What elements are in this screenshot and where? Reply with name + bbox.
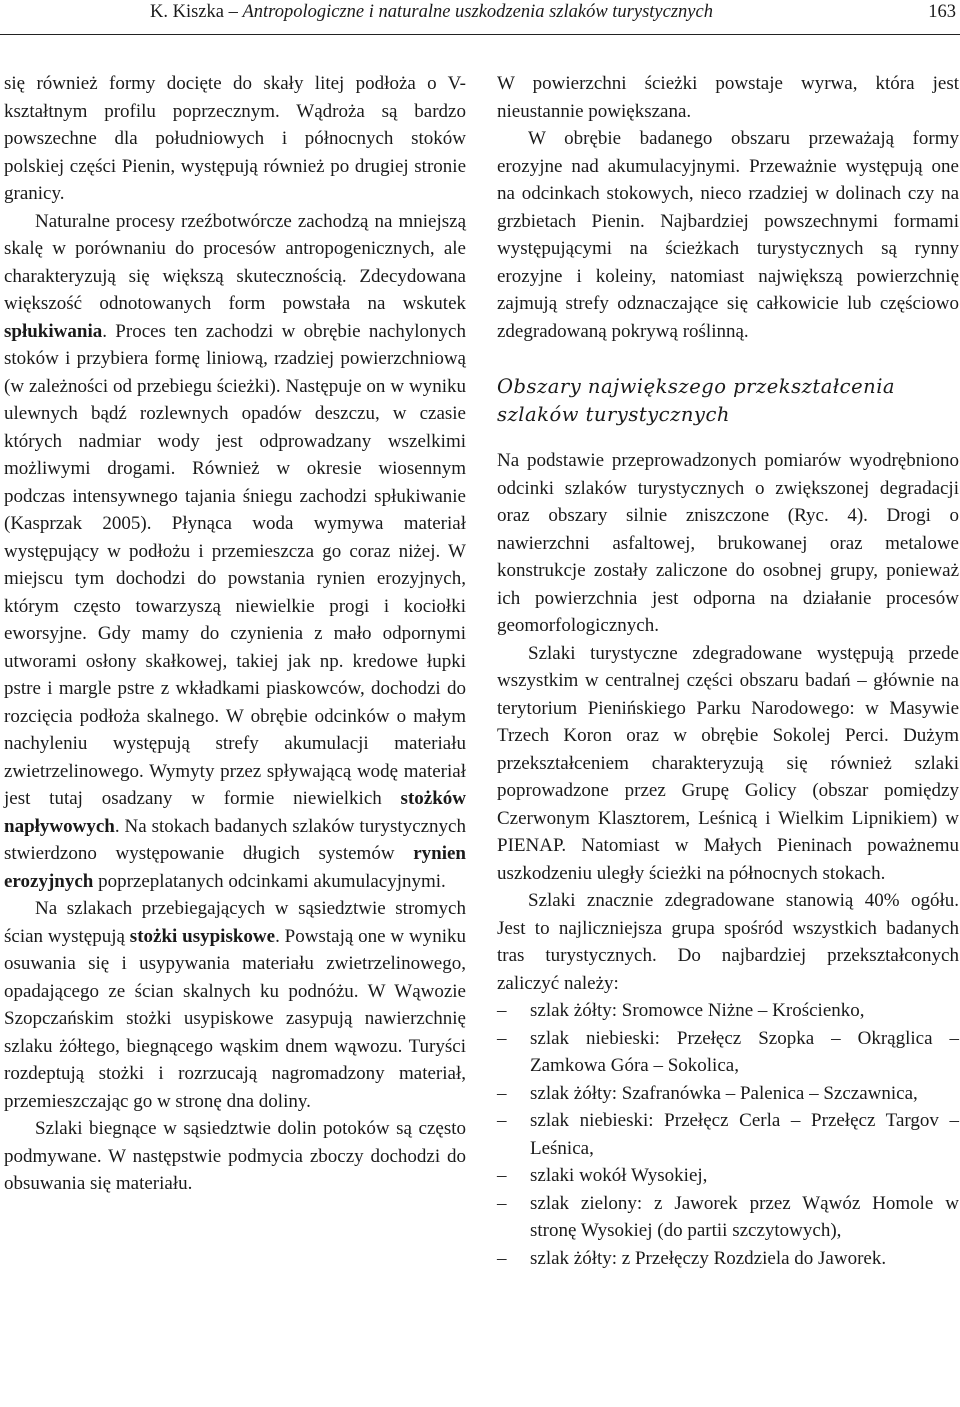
list-item [497, 1107, 959, 1162]
list-dash-marker: – [497, 1192, 507, 1214]
list-item [497, 1245, 959, 1273]
paragraph: Szlaki biegnące w sąsiedztwie dolin potoków są często podmywane. W następstwie podmycia zboczy dochodzi do obsuwania się materiału. [4, 1118, 466, 1194]
list-item [497, 1080, 959, 1108]
list-dash-marker: – [497, 1027, 507, 1049]
list-item-text: szlak niebieski: Przełęcz Cerla – Przełęcz Targov – Leśnica, [530, 1110, 959, 1159]
list-item-text: szlak żółty: Szafranówka – Palenica – Szczawnica, [530, 1082, 918, 1104]
paragraph-stozki-usypiskowe: Na szlakach przebiegających w sąsiedztwie stromych ścian występują stożki usypiskowe. Powstają one w wyniku osuwania się i usypywania materiału zwietrzelinowego, opadającego ze ścian skalnych ku podnóżu. W Wąwozie Szopczańskim stożki usypiskowe zasypują nawierzchnię szlaku żółtego, biegnącego wąskim dnem wąwozu. Turyści rozdeptują stożki i rozrzucają nagromadzony materiał, przemieszczając go w stronę dna doliny. [4, 898, 467, 1112]
header-author: K. Kiszka – [150, 2, 243, 22]
list-item [497, 1025, 959, 1080]
list-item-text: szlak zielony: z Jaworek przez Wąwóz Homole w stronę Wysokiej (do partii szczytowych), [530, 1192, 959, 1241]
list-item-text: szlak żółty: z Przełęczy Rozdziela do Jaworek. [530, 1247, 887, 1269]
paragraph-natural-processes: Naturalne procesy rzeźbotwórcze zachodzą na mniejszą skalę w porównaniu do procesów antropogenicznych, ale charakteryzują się większą skutecznością. Zdecydowana większość odnotowanych form powstała na wskutek spłukiwania. Proces ten zachodzi w obrębie nachylonych stoków i przybiera formę liniową, rzadziej powierzchniową (w zależności od przebiegu ścieżki). Następuje on w wyniku ulewnych bądź rozlewnych opadów deszczu, w czasie których nadmiar wody jest odprowadzany wszelkimi możliwymi drogami. Również w okresie wiosennym podczas intensywnego tajania śniegu zachodzi spłukiwanie (Kasprzak 2005). Płynąca woda wymywa materiał występujący w podłożu i przemieszcza go coraz niżej. W miejscu tym dochodzi do powstania rynien erozyjnych, którym często towarzyszą niewielkie progi i kociołki eworsyjne. Gdy mamy do czynienia z mało odpornymi utworami osłony skałkowej, takiej jak np. kredowe łupki pstre i margle pstre z wkładkami piaskowców, dochodzi do rozcięcia podłoża skalnego. W obrębie odcinków o małym nachyleniu występują strefy akumulacji materiału zwietrzelinowego. Wymyty przez spływającą wodę materiał jest tutaj osadzany w formie niewielkich stożków napływowych. Na stokach badanych szlaków turystycznych stwierdzono występowanie długich systemów rynien erozyjnych poprzeplatanych odcinkami akumulacyjnymi. [4, 210, 466, 892]
term-stozki-naplywowe: stożków napływowych [4, 788, 466, 837]
paragraph: W obrębie badanego obszaru przeważają formy erozyjne nad akumulacyjnymi. Przeważnie występują one na odcinkach stokowych, nieco rzadziej w dolinach czy na grzbietach Pienin. Najbardziej powszechnymi formami występującymi na ścieżkach turystycznych są rynny erozyjne i koleiny, natomiast największą powierzchnię zajmują strefy odznaczające się całkowicie lub częściowo zdegradowaną pokrywą roślinną. [497, 128, 959, 342]
paragraph: W powierzchni ścieżki powstaje wyrwa, która jest nieustannie powiększana. [497, 73, 959, 122]
list-item [497, 997, 959, 1025]
list-dash-marker: – [497, 1110, 507, 1131]
list-item [497, 1162, 959, 1190]
section-heading: Obszary największego przekształcenia szlaków turystycznych [497, 375, 896, 426]
paragraph: się również formy docięte do skały litej podłoża o V-kształtnym profilu poprzecznym. Wądroża są bardzo powszechne dla południowych i północnych stoków polskiej części Pienin, występują również po drugiej stronie granicy. [4, 73, 466, 204]
running-header [0, 0, 960, 35]
left-column [4, 70, 466, 1198]
term-stozki-usypiskowe: stożki usypiskowe [129, 925, 276, 947]
page-number: 163 [928, 2, 956, 22]
paragraph: Na podstawie przeprowadzonych pomiarów wyodrębniono odcinki szlaków turystycznych o zwiększonej degradacji oraz obszary silnie zniszczone (Ryc. 4). Drogi o nawierzchni asfaltowej, brukowanej oraz metalowe konstrukcje zostały zaliczone do osobnej grupy, ponieważ ich powierzchnia jest odporna na działanie procesów geomorfologicznych. [497, 450, 959, 636]
list-dash-marker: – [497, 1165, 507, 1186]
term-rynny-erozyjne: rynien erozyjnych [4, 843, 466, 892]
list-item [497, 1190, 959, 1245]
list-dash-marker: – [497, 1082, 507, 1104]
list-dash-marker: – [497, 1000, 507, 1021]
running-title [150, 2, 713, 23]
paragraph: Szlaki znacznie zdegradowane stanowią 40% ogółu. Jest to najliczniejsza grupa spośród wszystkich badanych tras turystycznych. Do najbardziej przekształconych zaliczyć należy: [497, 890, 959, 994]
list-item-text: szlaki wokół Wysokiej, [530, 1165, 708, 1186]
list-dash-marker: – [497, 1247, 507, 1269]
list-item-text: szlak niebieski: Przełęcz Szopka – Okrąglica – Zamkowa Góra – Sokolica, [530, 1027, 959, 1076]
trail-list [497, 997, 959, 1272]
paragraph: Szlaki turystyczne zdegradowane występują przede wszystkim w centralnej części obszaru badań – głównie na terytorium Pienińskiego Parku Narodowego: w Masywie Trzech Koron oraz w obrębie Sokolej Perci. Dużym przekształceniem charakteryzują się również szlaki poprowadzone przez Grupę Golicy (obszar pomiędzy Czerwonym Klasztorem, Leśnicą i Wielkim Lipnikiem) w PIENAP. Natomiast w Małych Pieninach poważnemu uszkodzeniu uległy ścieżki na północnych stokach. [497, 642, 959, 884]
list-item-text: szlak żółty: Sromowce Niżne – Krościenko, [530, 1000, 865, 1021]
term-splukiwania: spłukiwania [4, 320, 103, 342]
right-column [497, 70, 959, 1272]
header-title: Antropologiczne i naturalne uszkodzenia szlaków turystycznych [242, 2, 713, 22]
